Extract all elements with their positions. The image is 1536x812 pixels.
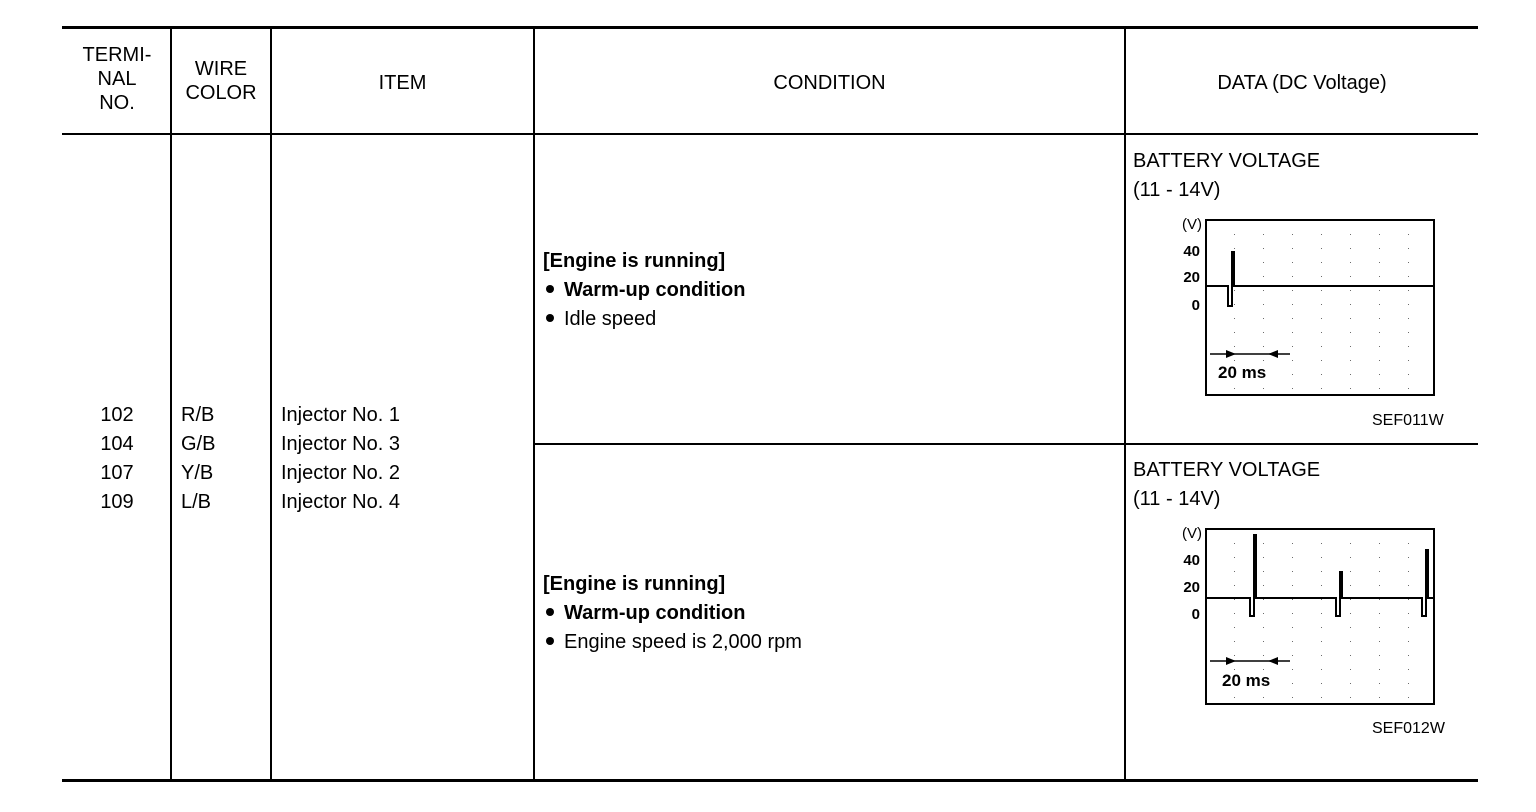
time-scale-label: 20 ms — [1218, 363, 1267, 382]
wire-color-list — [181, 401, 215, 517]
oscilloscope-waveform — [1160, 212, 1440, 402]
table-top-rule — [62, 26, 1478, 29]
condition-bullet: Warm-up condition — [543, 276, 745, 305]
terminal-no: 109 — [100, 491, 134, 513]
data-title: BATTERY VOLTAGE (11 - 14V) — [1133, 459, 1321, 510]
data-title: BATTERY VOLTAGE (11 - 14V) — [1133, 150, 1321, 201]
bullet-icon — [546, 608, 554, 616]
item-name: Injector No. 3 — [281, 433, 400, 455]
scope-tick: 20 — [1183, 579, 1200, 596]
header-item: ITEM — [378, 72, 427, 94]
column-divider — [1124, 28, 1126, 780]
column-divider — [170, 28, 172, 780]
scope-tick: 20 — [1183, 269, 1200, 286]
item-list — [281, 401, 400, 517]
figure-code: SEF011W — [1372, 412, 1444, 429]
item-name: Injector No. 4 — [281, 491, 400, 513]
condition-idle — [543, 247, 745, 334]
item-name: Injector No. 1 — [281, 404, 400, 426]
header-terminal-no: TERMI- NAL NO. — [82, 44, 152, 114]
table-bottom-rule — [62, 779, 1478, 782]
header-bottom-rule — [62, 133, 1478, 135]
bullet-icon — [546, 314, 554, 322]
scope-tick: 0 — [1191, 297, 1200, 314]
terminal-no: 102 — [100, 404, 134, 426]
wire-color: L/B — [181, 491, 212, 513]
condition-bullet: Warm-up condition — [543, 599, 802, 628]
oscilloscope-waveform — [1160, 520, 1440, 710]
bullet-icon — [546, 637, 554, 645]
scope-unit: (V) — [1182, 525, 1202, 542]
header-condition: CONDITION — [773, 72, 886, 94]
figure-code: SEF012W — [1372, 720, 1445, 737]
terminal-list — [64, 401, 170, 517]
condition-state: [Engine is running] — [543, 250, 726, 272]
header-data: DATA (DC Voltage) — [1217, 72, 1387, 94]
row-divider — [534, 443, 1478, 445]
wire-color: R/B — [181, 404, 215, 426]
time-scale-label: 20 ms — [1222, 671, 1271, 690]
terminal-no: 104 — [100, 433, 134, 455]
scope-tick: 40 — [1183, 552, 1200, 569]
wire-color: G/B — [181, 433, 216, 455]
condition-bullet: Idle speed — [543, 305, 745, 334]
condition-2000rpm — [543, 570, 802, 657]
scope-unit: (V) — [1182, 216, 1202, 233]
wire-color: Y/B — [181, 462, 214, 484]
header-wire-color: WIRE COLOR — [185, 58, 257, 104]
column-divider — [533, 28, 535, 780]
terminal-no: 107 — [100, 462, 134, 484]
bullet-icon — [546, 285, 554, 293]
column-divider — [270, 28, 272, 780]
scope-tick: 40 — [1183, 243, 1200, 260]
scope-tick: 0 — [1191, 606, 1200, 623]
item-name: Injector No. 2 — [281, 462, 400, 484]
condition-state: [Engine is running] — [543, 573, 726, 595]
condition-bullet: Engine speed is 2,000 rpm — [543, 628, 802, 657]
